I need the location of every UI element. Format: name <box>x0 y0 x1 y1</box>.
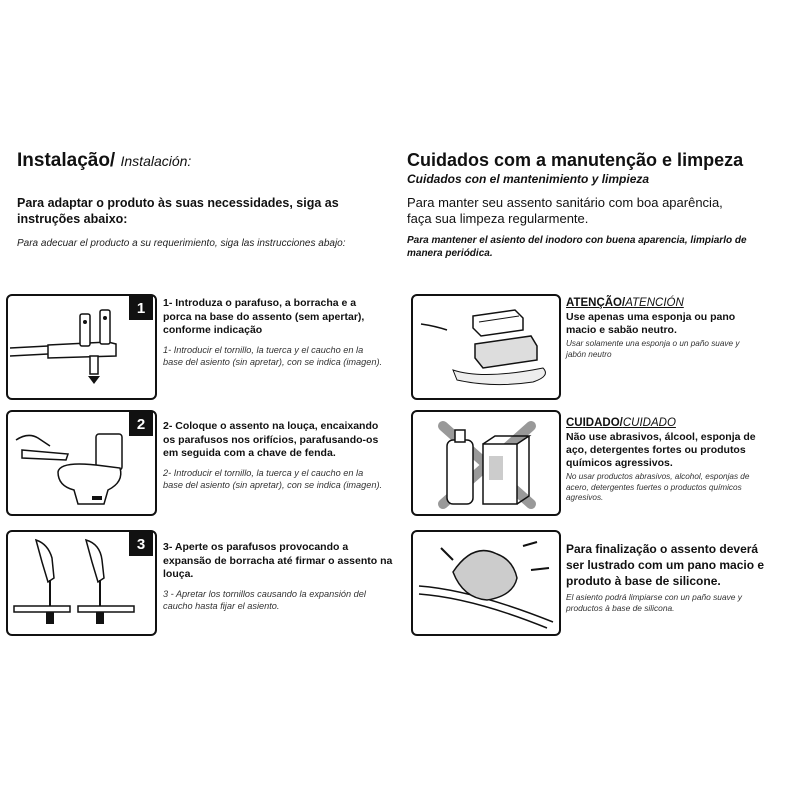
attention-text <box>566 297 756 360</box>
installation-intro-pt: Para adaptar o produto às suas necessidades, siga as instruções abaixo: <box>17 196 339 226</box>
prohibited-chemicals-icon <box>413 412 559 514</box>
step-1-number: 1 <box>129 296 153 320</box>
attention-illustration <box>411 294 561 400</box>
step-3-text-es: 3 - Apretar los tornillos causando la expansión del caucho hasta fijar el asiento. <box>163 588 366 611</box>
step-3-text <box>163 541 393 612</box>
care-intro-pt: Para manter seu assento sanitário com boa aparência, faça sua limpeza regularmente. <box>407 195 723 226</box>
step-2-text <box>163 420 383 491</box>
installation-title-es: Instalación: <box>120 153 192 169</box>
step-3-text-pt: 3- Aperte os parafusos provocando a expansão de borracha até firmar o assento na louça. <box>163 541 393 580</box>
caution-heading-pt: CUIDADO/ <box>566 417 623 429</box>
step-1-text-es: 1- Introducir el tornillo, la tuerca y el caucho en la base del asiento (sin apretar), con se indica (imagen). <box>163 344 383 367</box>
caution-heading <box>566 417 756 429</box>
care-title: Cuidados com a manutenção e limpeza <box>407 150 744 170</box>
care-subtitle-es: Cuidados con el mantenimiento y limpieza <box>407 172 650 186</box>
attention-text-pt: Use apenas uma esponja ou pano macio e sabão neutro. <box>566 311 736 336</box>
attention-heading-es: ATENCIÓN <box>625 297 684 309</box>
finish-text-es: El asiento podrá limpiarse con un paño suave y productos à base de silicona. <box>566 592 742 613</box>
caution-text-pt: Não use abrasivos, álcool, esponja de aço, detergentes fortes ou produtos químicos agressivos. <box>566 431 756 469</box>
step-2-text-es: 2- Introducir el tornillo, la tuerca y el caucho en la base del asiento (sin apretar), con se indica (imagen). <box>163 467 383 490</box>
installation-title-pt: Instalação/ <box>17 150 116 171</box>
attention-heading-pt: ATENÇÃO/ <box>566 297 626 309</box>
caution-illustration <box>411 410 561 516</box>
caution-text-es: No usar productos abrasivos, alcohol, esponjas de acero, detergentes fuertes o productos químicos agresivos. <box>566 472 750 502</box>
caution-heading-es: CUIDADO <box>622 417 676 429</box>
care-intro-es: Para mantener el asiento del inodoro con buena aparencia, limpiarlo de manera periódica. <box>407 235 747 259</box>
installation-title <box>17 150 191 172</box>
polishing-cloth-icon <box>413 532 559 634</box>
step-3-number: 3 <box>129 532 153 556</box>
step-2-number: 2 <box>129 412 153 436</box>
attention-text-es: Usar solamente una esponja o un paño suave y jabón neutro <box>566 339 740 359</box>
finish-text-pt: Para finalização o assento deverá ser lustrado com um pano macio e produto à base de silicone. <box>566 542 765 588</box>
attention-heading <box>566 297 756 309</box>
finish-illustration <box>411 530 561 636</box>
step-2-text-pt: 2- Coloque o assento na louça, encaixando os parafusos nos orifícios, parafusando-os em seguida com a chave de fenda. <box>163 420 379 459</box>
installation-intro-es: Para adecuar el producto a su requerimiento, siga las instrucciones abajo: <box>17 238 346 249</box>
finish-text <box>566 541 766 614</box>
sponge-soap-icon <box>413 296 559 398</box>
caution-text <box>566 417 756 504</box>
step-1-text-pt: 1- Introduza o parafuso, a borracha e a porca na base do assento (sem apertar), conforme indicação <box>163 297 365 336</box>
step-1-text <box>163 297 383 368</box>
